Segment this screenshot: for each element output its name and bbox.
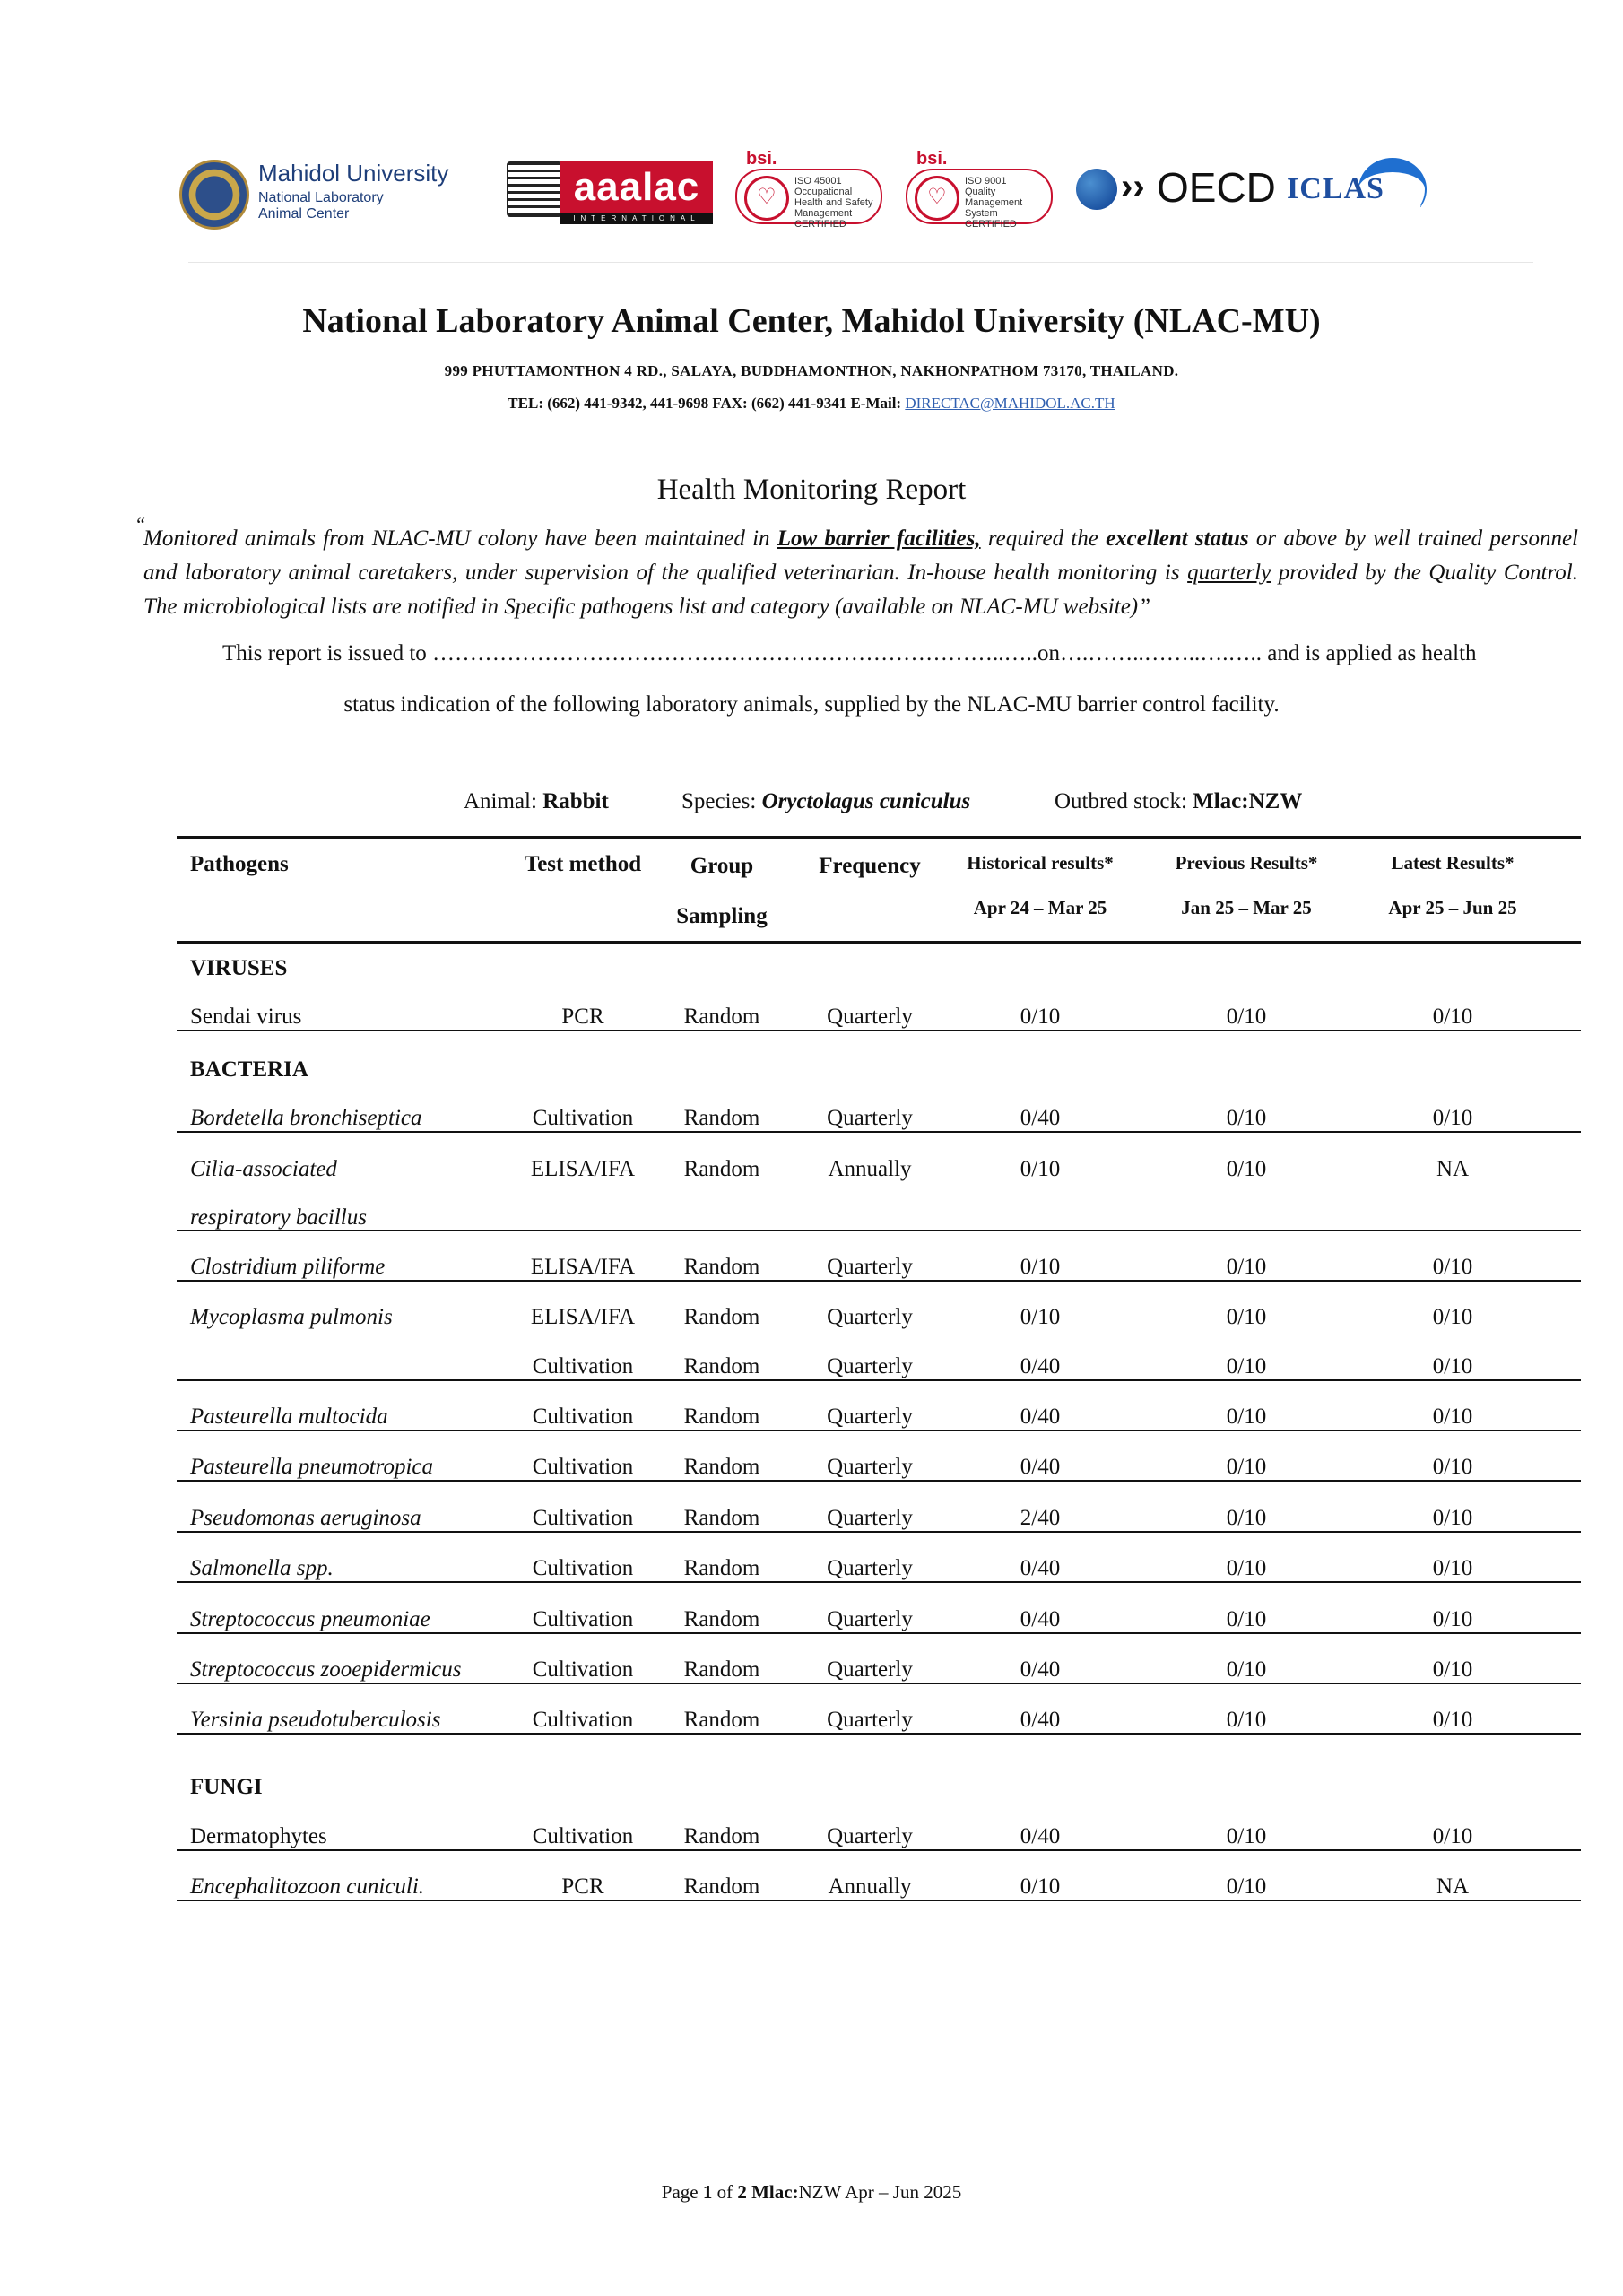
bsi-iso9001-logo	[906, 149, 1054, 230]
table-cell-freq: Annually	[828, 1874, 912, 1899]
table-header-rule	[177, 941, 1581, 944]
table-cell-group: Random	[683, 1607, 760, 1631]
table-cell-prev: 0/10	[1226, 1004, 1267, 1029]
table-cell-prev: 0/10	[1226, 1506, 1267, 1530]
status-line: status indication of the following laboratory animals, supplied by the NLAC-MU barrier control facility.	[343, 692, 1280, 717]
table-cell-hist: 0/40	[1020, 1824, 1061, 1848]
table-row-rule	[177, 1030, 1581, 1031]
bsi-line: ISO 45001	[794, 176, 842, 187]
table-cell-test: Cultivation	[532, 1405, 634, 1429]
bsi-text	[965, 176, 1022, 230]
table-cell-test: Cultivation	[532, 1607, 634, 1631]
table-cell-group: Random	[683, 1004, 760, 1029]
intro-emphasis: Low barrier facilities,	[777, 526, 981, 551]
table-cell-freq: Quarterly	[827, 1255, 913, 1279]
mahidol-sub	[258, 190, 384, 222]
species-label	[681, 789, 970, 814]
logo-strip	[179, 144, 1453, 242]
bsi-tag: bsi.	[916, 149, 948, 169]
table-cell-latest: 0/10	[1432, 1556, 1473, 1580]
table-top-rule	[177, 836, 1581, 839]
label: Outbred stock:	[1055, 789, 1193, 813]
bsi-line: System	[965, 208, 998, 219]
bsi-line: Management	[794, 208, 853, 219]
intro-text: or above by well trained personnel and laboratory animal caretakers, under supervision of the qualified veterinarian. In-house health monitoring is	[143, 526, 1578, 585]
aaalac-logo	[507, 161, 713, 224]
page-footer	[0, 2181, 1623, 2204]
open-quote: “	[135, 513, 146, 535]
header-frequency: Frequency	[819, 854, 921, 878]
table-row-rule	[177, 1531, 1581, 1533]
table-cell-group: Random	[683, 1455, 760, 1479]
category-bacteria: BACTERIA	[190, 1057, 308, 1082]
table-cell-pathogen: Streptococcus pneumoniae	[190, 1607, 430, 1631]
table-cell-freq: Quarterly	[827, 1657, 913, 1682]
table-cell-prev: 0/10	[1226, 1305, 1267, 1329]
bsi-line: ISO 9001	[965, 176, 1007, 187]
bsi-line: Quality	[965, 187, 996, 197]
table-cell-prev: 0/10	[1226, 1708, 1267, 1732]
table-cell-hist: 2/40	[1020, 1506, 1061, 1530]
mahidol-logo	[179, 152, 448, 233]
header-historical-period: Apr 24 – Mar 25	[973, 897, 1107, 918]
aaalac-globe-icon	[507, 161, 562, 217]
table-cell-test: Cultivation	[532, 1354, 634, 1378]
table-cell-freq: Quarterly	[827, 1455, 913, 1479]
table-cell-pathogen: Mycoplasma pulmonis	[190, 1305, 393, 1329]
oecd-arrows-icon: ››	[1121, 167, 1145, 206]
stock-label	[1055, 789, 1302, 814]
table-row-rule	[177, 1581, 1581, 1583]
table-cell-test: Cultivation	[532, 1657, 634, 1682]
iclas-wordmark: ICLAS	[1287, 172, 1384, 205]
table-cell-group: Random	[683, 1255, 760, 1279]
table-cell-freq: Quarterly	[827, 1305, 913, 1329]
label: Animal:	[464, 789, 543, 813]
table-cell-prev: 0/10	[1226, 1106, 1267, 1130]
animal-value: Rabbit	[542, 789, 609, 813]
table-cell-prev: 0/10	[1226, 1405, 1267, 1429]
table-cell-freq: Quarterly	[827, 1824, 913, 1848]
org-title: National Laboratory Animal Center, Mahidol University (NLAC-MU)	[302, 302, 1321, 340]
table-cell-test: ELISA/IFA	[530, 1157, 636, 1181]
table-cell-prev: 0/10	[1226, 1354, 1267, 1378]
header-latest: Latest Results*	[1391, 852, 1515, 874]
table-cell-prev: 0/10	[1226, 1556, 1267, 1580]
oecd-globe-icon	[1076, 169, 1117, 210]
intro-bold: excellent status	[1106, 526, 1249, 551]
contact-text: TEL: (662) 441-9342, 441-9698 FAX: (662) 441-9341 E-Mail:	[508, 395, 906, 412]
table-cell-hist: 0/10	[1020, 1874, 1061, 1899]
table-cell-freq: Annually	[828, 1157, 912, 1181]
table-cell-latest: 0/10	[1432, 1824, 1473, 1848]
table-cell-test: PCR	[561, 1874, 604, 1899]
table-cell-pathogen: Salmonella spp.	[190, 1556, 334, 1580]
table-cell-hist: 0/40	[1020, 1455, 1061, 1479]
table-cell-hist: 0/40	[1020, 1405, 1061, 1429]
table-cell-freq: Quarterly	[827, 1004, 913, 1029]
table-cell-latest: 0/10	[1432, 1255, 1473, 1279]
mahidol-name: Mahidol University	[258, 160, 449, 187]
table-cell-hist: 0/40	[1020, 1556, 1061, 1580]
table-cell-pathogen: Yersinia pseudotuberculosis	[190, 1708, 441, 1732]
footer-page-total: 2	[737, 2181, 747, 2203]
table-row-rule	[177, 1900, 1581, 1901]
table-cell-latest: 0/10	[1432, 1354, 1473, 1378]
table-cell-pathogen: Pasteurella pneumotropica	[190, 1455, 434, 1479]
aaalac-sub: INTERNATIONAL	[560, 213, 713, 224]
table-cell-pathogen: Cilia-associated	[190, 1157, 337, 1181]
table-cell-pathogen: Pseudomonas aeruginosa	[190, 1506, 421, 1530]
header-test-method: Test method	[524, 852, 642, 876]
table-cell-latest: 0/10	[1432, 1506, 1473, 1530]
table-cell-group: Random	[683, 1708, 760, 1732]
table-cell-latest: NA	[1436, 1874, 1470, 1899]
header-previous-period: Jan 25 – Mar 25	[1181, 897, 1312, 918]
table-cell-hist: 0/10	[1020, 1255, 1061, 1279]
table-cell-freq: Quarterly	[827, 1106, 913, 1130]
table-cell-latest: 0/10	[1432, 1455, 1473, 1479]
intro-paragraph	[135, 513, 1578, 624]
oecd-logo	[1076, 163, 1276, 217]
table-cell-latest: 0/10	[1432, 1305, 1473, 1329]
table-row-rule	[177, 1131, 1581, 1133]
table-cell-group: Random	[683, 1354, 760, 1378]
table-cell-pathogen: Streptococcus zooepidermicus	[190, 1657, 462, 1682]
table-cell-pathogen-cont: respiratory bacillus	[190, 1205, 367, 1230]
table-cell-group: Random	[683, 1106, 760, 1130]
oecd-wordmark: OECD	[1157, 164, 1276, 211]
table-row-rule	[177, 1480, 1581, 1482]
table-cell-group: Random	[683, 1157, 760, 1181]
label: Species:	[681, 789, 762, 813]
animal-label	[464, 789, 609, 814]
species-value: Oryctolagus cuniculus	[761, 789, 971, 813]
table-cell-test: Cultivation	[532, 1506, 634, 1530]
footer-period: NZW Apr – Jun 2025	[798, 2181, 962, 2203]
header-historical: Historical results*	[967, 852, 1114, 874]
table-cell-group: Random	[683, 1657, 760, 1682]
table-cell-test: Cultivation	[532, 1824, 634, 1848]
header-previous: Previous Results*	[1175, 852, 1318, 874]
report-title: Health Monitoring Report	[656, 474, 967, 506]
table-row-rule	[177, 1280, 1581, 1282]
table-cell-pathogen: Encephalitozoon cuniculi.	[190, 1874, 425, 1899]
header-pathogens: Pathogens	[190, 852, 289, 876]
table-cell-prev: 0/10	[1226, 1455, 1267, 1479]
table-cell-group: Random	[683, 1824, 760, 1848]
table-cell-pathogen: Clostridium piliforme	[190, 1255, 386, 1279]
table-cell-group: Random	[683, 1506, 760, 1530]
bsi-tag: bsi.	[746, 149, 777, 169]
footer-text: of	[712, 2181, 738, 2203]
table-cell-hist: 0/10	[1020, 1305, 1061, 1329]
footer-stock: Mlac:	[746, 2181, 799, 2203]
table-cell-test: ELISA/IFA	[530, 1255, 636, 1279]
header-group: Group	[690, 854, 754, 878]
table-cell-freq: Quarterly	[827, 1556, 913, 1580]
table-cell-pathogen: Dermatophytes	[190, 1824, 327, 1848]
table-cell-latest: 0/10	[1432, 1657, 1473, 1682]
table-cell-test: Cultivation	[532, 1455, 634, 1479]
table-cell-prev: 0/10	[1226, 1874, 1267, 1899]
header-divider	[188, 262, 1533, 263]
bsi-heart-icon: ♡	[915, 176, 959, 221]
bsi-text	[794, 176, 872, 230]
mahidol-sub-line1: National Laboratory	[258, 190, 384, 205]
table-cell-freq: Quarterly	[827, 1708, 913, 1732]
table-cell-hist: 0/40	[1020, 1106, 1061, 1130]
table-cell-group: Random	[683, 1305, 760, 1329]
table-row-rule	[177, 1379, 1581, 1381]
bsi-line: Occupational	[794, 187, 853, 197]
table-row-rule	[177, 1230, 1581, 1231]
issued-line: This report is issued to …………………………………………………………………..…..on….……..……..….….. and is applied as health	[222, 641, 1477, 665]
table-row-rule	[177, 1849, 1581, 1851]
table-cell-prev: 0/10	[1226, 1157, 1267, 1181]
table-cell-group: Random	[683, 1556, 760, 1580]
table-cell-test: ELISA/IFA	[530, 1305, 636, 1329]
org-contact	[0, 395, 1623, 413]
table-cell-pathogen: Bordetella bronchiseptica	[190, 1106, 422, 1130]
aaalac-wordmark: aaalac	[560, 161, 713, 213]
footer-page-num: 1	[702, 2181, 713, 2203]
table-cell-hist: 0/40	[1020, 1354, 1061, 1378]
table-cell-hist: 0/40	[1020, 1708, 1061, 1732]
table-cell-pathogen: Pasteurella multocida	[190, 1405, 388, 1429]
bsi-line: CERTIFIED	[794, 219, 846, 230]
intro-underline: quarterly	[1187, 561, 1271, 585]
org-address: 999 PHUTTAMONTHON 4 RD., SALAYA, BUDDHAMONTHON, NAKHONPATHOM 73170, THAILAND.	[444, 362, 1179, 379]
table-cell-test: Cultivation	[532, 1106, 634, 1130]
table-cell-latest: NA	[1436, 1157, 1470, 1181]
stock-value: Mlac:NZW	[1193, 789, 1303, 813]
table-row-rule	[177, 1733, 1581, 1735]
table-cell-latest: 0/10	[1432, 1004, 1473, 1029]
table-cell-latest: 0/10	[1432, 1405, 1473, 1429]
header-sampling: Sampling	[676, 904, 768, 928]
bsi-line: CERTIFIED	[965, 219, 1017, 230]
mahidol-sub-line2: Animal Center	[258, 206, 350, 222]
table-cell-prev: 0/10	[1226, 1255, 1267, 1279]
header-latest-period: Apr 25 – Jun 25	[1388, 897, 1517, 918]
mahidol-seal-icon	[179, 160, 249, 230]
table-row-rule	[177, 1430, 1581, 1431]
table-row-rule	[177, 1683, 1581, 1684]
bsi-line: Management	[965, 197, 1023, 208]
table-cell-freq: Quarterly	[827, 1607, 913, 1631]
intro-text: Monitored animals from NLAC-MU colony have been maintained in	[143, 526, 777, 551]
table-cell-hist: 0/10	[1020, 1157, 1061, 1181]
intro-text: provided by the Quality Control. The microbiological lists are notified in Specific pathogens list and category (available on NLAC-MU website)”	[143, 561, 1578, 619]
table-cell-latest: 0/10	[1432, 1708, 1473, 1732]
table-cell-freq: Quarterly	[827, 1506, 913, 1530]
table-cell-freq: Quarterly	[827, 1354, 913, 1378]
table-cell-freq: Quarterly	[827, 1405, 913, 1429]
table-cell-pathogen: Sendai virus	[190, 1004, 302, 1029]
category-fungi: FUNGI	[190, 1775, 263, 1799]
table-cell-group: Random	[683, 1874, 760, 1899]
table-cell-prev: 0/10	[1226, 1657, 1267, 1682]
bsi-line: Health and Safety	[794, 197, 873, 208]
table-cell-hist: 0/10	[1020, 1004, 1061, 1029]
table-cell-hist: 0/40	[1020, 1657, 1061, 1682]
footer-text: Page	[661, 2181, 703, 2203]
table-cell-hist: 0/40	[1020, 1607, 1061, 1631]
iclas-logo	[1287, 152, 1430, 224]
bsi-heart-icon: ♡	[744, 176, 789, 221]
category-viruses: VIRUSES	[190, 956, 288, 980]
table-cell-test: PCR	[561, 1004, 604, 1029]
table-cell-prev: 0/10	[1226, 1824, 1267, 1848]
email-link[interactable]: DIRECTAC@MAHIDOL.AC.TH	[905, 395, 1115, 412]
table-cell-latest: 0/10	[1432, 1106, 1473, 1130]
intro-text: required the	[980, 526, 1107, 551]
table-row-rule	[177, 1632, 1581, 1634]
bsi-iso45001-logo	[735, 149, 883, 230]
table-cell-latest: 0/10	[1432, 1607, 1473, 1631]
table-cell-prev: 0/10	[1226, 1607, 1267, 1631]
table-cell-test: Cultivation	[532, 1556, 634, 1580]
table-cell-test: Cultivation	[532, 1708, 634, 1732]
table-cell-group: Random	[683, 1405, 760, 1429]
